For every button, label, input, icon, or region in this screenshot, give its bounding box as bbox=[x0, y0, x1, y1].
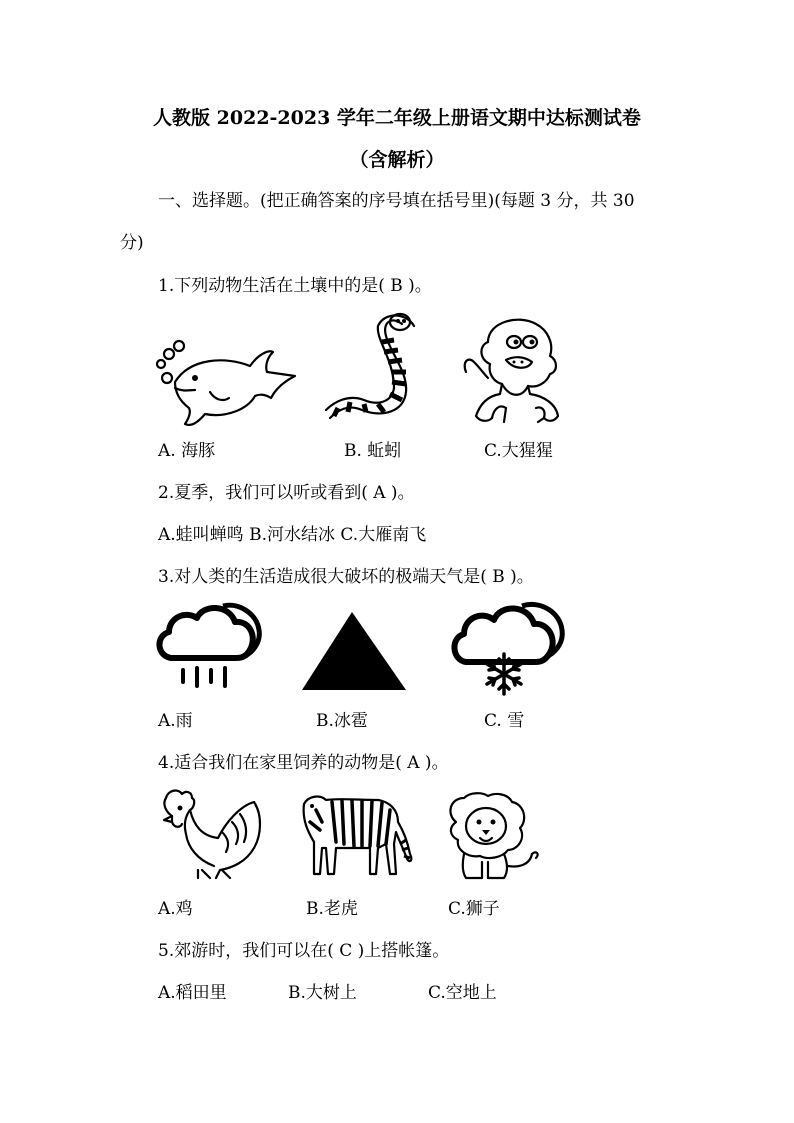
section-heading-continued: 分) bbox=[120, 233, 144, 253]
question-5-option-a: A.稻田里 bbox=[158, 983, 227, 1003]
question-5-option-b: B.大树上 bbox=[288, 983, 357, 1003]
question-3-option-c: C. 雪 bbox=[484, 711, 525, 731]
question-1-option-c: C.大猩猩 bbox=[484, 441, 553, 461]
lion-icon bbox=[442, 792, 542, 882]
question-3-stem: 3.对人类的生活造成很大破坏的极端天气是( B )。 bbox=[158, 567, 534, 587]
question-5-option-c: C.空地上 bbox=[428, 983, 497, 1003]
chicken-icon bbox=[158, 786, 268, 881]
question-3-option-b: B.冰雹 bbox=[316, 711, 368, 731]
question-2-stem: 2.夏季，我们可以听或看到( A )。 bbox=[158, 483, 415, 503]
tiger-icon bbox=[298, 792, 418, 882]
page-title: 人教版 2022-2023 学年二年级上册语文期中达标测试卷 bbox=[153, 107, 641, 129]
question-4-option-c: C.狮子 bbox=[448, 899, 500, 919]
question-5-stem: 5.郊游时，我们可以在( C )上搭帐篷。 bbox=[158, 941, 450, 961]
question-1-stem: 1.下列动物生活在土壤中的是( B )。 bbox=[158, 276, 432, 296]
hail-triangle-icon bbox=[302, 612, 412, 712]
earthworm-icon bbox=[322, 312, 432, 427]
question-1-option-a: A. 海豚 bbox=[158, 441, 216, 461]
page-subtitle: （含解析） bbox=[349, 149, 445, 171]
snow-cloud-icon bbox=[450, 596, 570, 706]
section-heading: 一、选择题。(把正确答案的序号填在括号里)(每题 3 分，共 30 bbox=[158, 191, 635, 211]
gorilla-icon bbox=[458, 312, 568, 427]
question-4-stem: 4.适合我们在家里饲养的动物是( A )。 bbox=[158, 753, 449, 773]
question-4-option-b: B.老虎 bbox=[306, 899, 358, 919]
question-4-option-a: A.鸡 bbox=[158, 899, 193, 919]
rain-cloud-icon bbox=[155, 596, 265, 696]
dolphin-icon bbox=[155, 338, 305, 428]
question-2-options: A.蛙叫蝉鸣 B.河水结冰 C.大雁南飞 bbox=[158, 525, 427, 545]
question-1-option-b: B. 蚯蚓 bbox=[344, 441, 402, 461]
question-3-option-a: A.雨 bbox=[158, 711, 193, 731]
